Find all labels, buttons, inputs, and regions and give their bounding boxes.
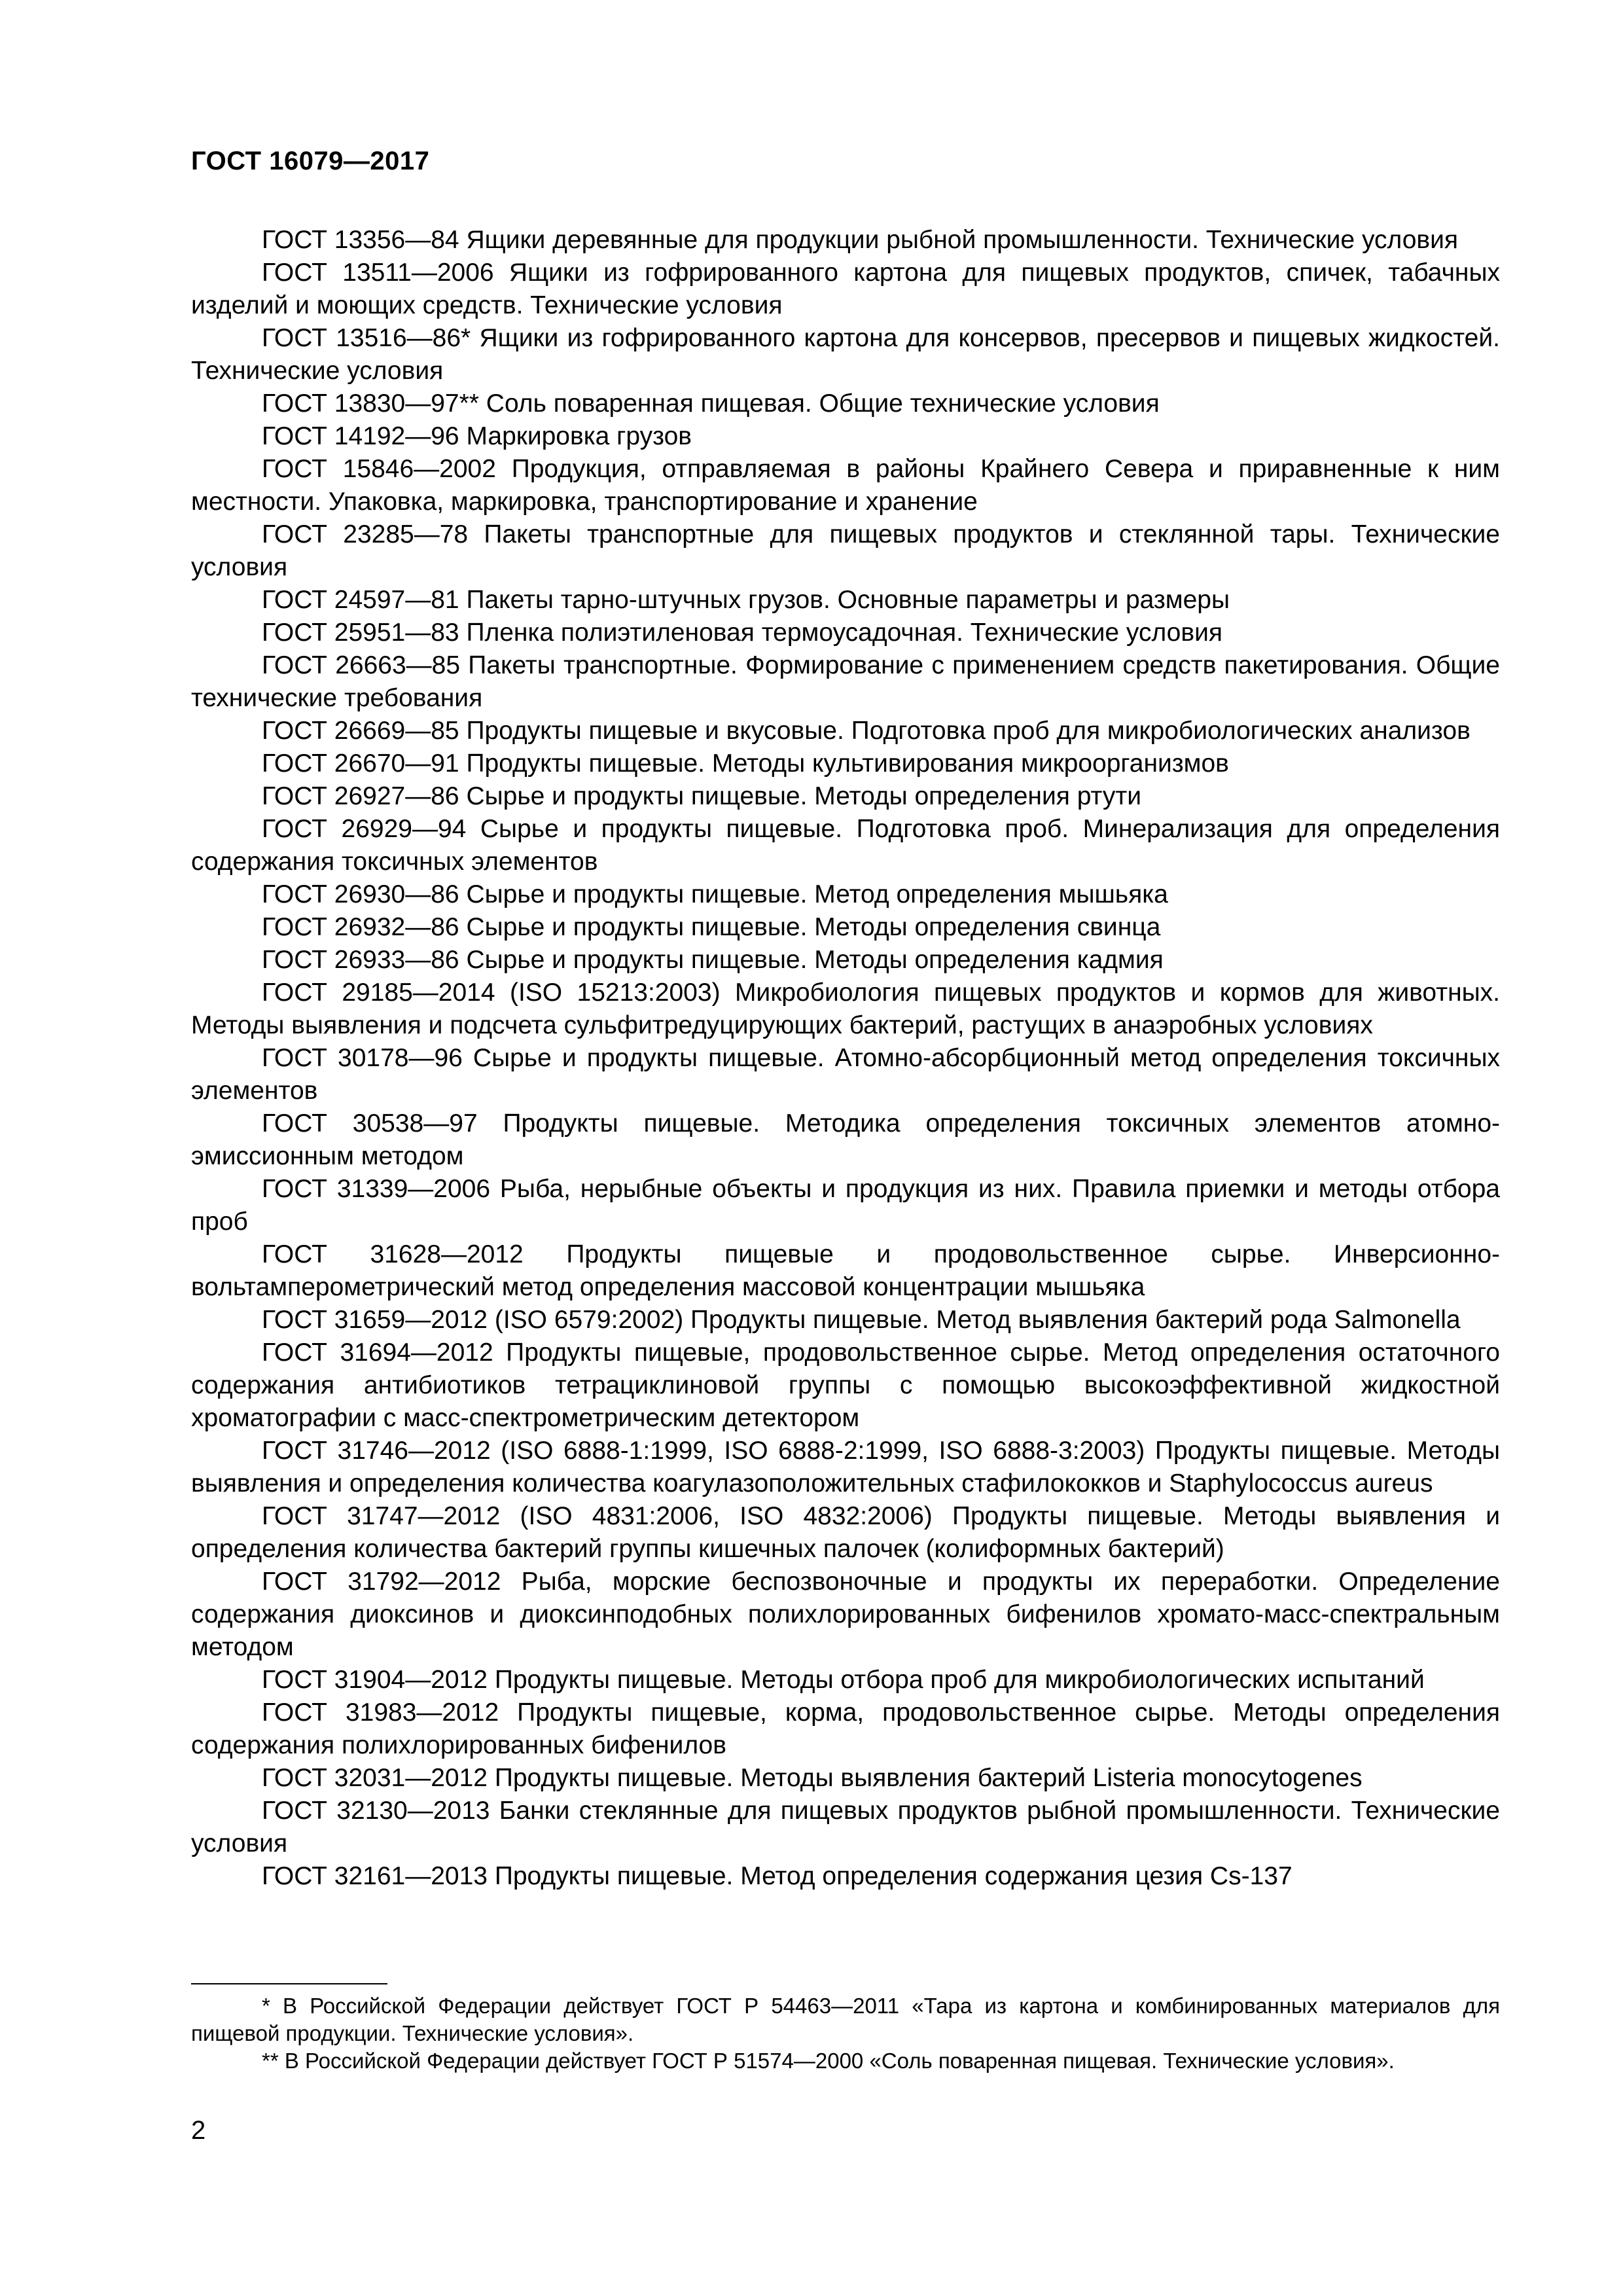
reference-item: ГОСТ 26927—86 Сырье и продукты пищевые. Методы определения ртути: [262, 782, 1141, 810]
reference-item: ГОСТ 26670—91 Продукты пищевые. Методы культивирования микроорганизмов: [262, 749, 1229, 778]
reference-item: ГОСТ 25951—83 Пленка полиэтиленовая термоусадочная. Технические условия: [262, 619, 1222, 647]
reference-item: ГОСТ 13830—97** Соль поваренная пищевая. Общие технические условия: [262, 389, 1160, 418]
reference-item: ГОСТ 23285—78 Пакеты транспортные для пищевых продуктов и стеклянной тары. Технические условия: [191, 520, 1500, 581]
normative-references-list: [191, 224, 1500, 1893]
reference-item: ГОСТ 32031—2012 Продукты пищевые. Методы выявления бактерий Listeria monocytogenes: [262, 1764, 1363, 1792]
footnote-divider: [191, 1983, 387, 1984]
reference-item: ГОСТ 13511—2006 Ящики из гофрированного картона для пищевых продуктов, спичек, табачных изделий и моющих средств. Технические условия: [191, 259, 1500, 319]
reference-item: ГОСТ 32161—2013 Продукты пищевые. Метод определения содержания цезия Cs-137: [262, 1862, 1293, 1890]
reference-item: ГОСТ 31339—2006 Рыба, нерыбные объекты и продукция из них. Правила приемки и методы отбора проб: [191, 1175, 1500, 1236]
footnote-item: ** В Российской Федерации действует ГОСТ Р 51574—2000 «Соль поваренная пищевая. Технические условия».: [262, 2049, 1395, 2073]
document-header: ГОСТ 16079—2017: [191, 147, 430, 175]
reference-item: ГОСТ 26932—86 Сырье и продукты пищевые. Методы определения свинца: [262, 913, 1161, 941]
reference-item: ГОСТ 31746—2012 (ISO 6888-1:1999, ISO 6888-2:1999, ISO 6888-3:2003) Продукты пищевые. Методы выявления и определения количества коагулазоположительных стафилококков и Staphylococcus aureus: [191, 1437, 1500, 1498]
reference-item: ГОСТ 29185—2014 (ISO 15213:2003) Микробиология пищевых продуктов и кормов для животных. Методы выявления и подсчета сульфитредуцирующих бактерий, растущих в анаэробных условиях: [191, 978, 1500, 1039]
reference-item: ГОСТ 31983—2012 Продукты пищевые, корма, продовольственное сырье. Методы определения содержания полихлорированных бифенилов: [191, 1698, 1500, 1759]
reference-item: ГОСТ 31659—2012 (ISO 6579:2002) Продукты пищевые. Метод выявления бактерий рода Salmonella: [262, 1306, 1461, 1334]
reference-item: ГОСТ 31747—2012 (ISO 4831:2006, ISO 4832:2006) Продукты пищевые. Методы выявления и определения количества бактерий группы кишечных палочек (колиформных бактерий): [191, 1502, 1500, 1563]
footnotes: [191, 1992, 1500, 2075]
reference-item: ГОСТ 13516—86* Ящики из гофрированного картона для консервов, пресервов и пищевых жидкостей. Технические условия: [191, 324, 1500, 385]
reference-item: ГОСТ 31628—2012 Продукты пищевые и продовольственное сырье. Инверсионно-вольтамперометрический метод определения массовой концентрации мышьяка: [191, 1240, 1500, 1301]
reference-item: ГОСТ 26929—94 Сырье и продукты пищевые. Подготовка проб. Минерализация для определения содержания токсичных элементов: [191, 815, 1500, 876]
reference-item: ГОСТ 26669—85 Продукты пищевые и вкусовые. Подготовка проб для микробиологических анализов: [262, 717, 1471, 745]
reference-item: ГОСТ 31792—2012 Рыба, морские беспозвоночные и продукты их переработки. Определение содержания диоксинов и диоксинподобных полихлорированных бифенилов хромато-масс-спектральным методом: [191, 1568, 1500, 1661]
reference-item: ГОСТ 30178—96 Сырье и продукты пищевые. Атомно-абсорбционный метод определения токсичных элементов: [191, 1044, 1500, 1105]
reference-item: ГОСТ 26930—86 Сырье и продукты пищевые. Метод определения мышьяка: [262, 880, 1168, 908]
footnote-item: * В Российской Федерации действует ГОСТ Р 54463—2011 «Тара из картона и комбинированных материалов для пищевой продукции. Технические условия».: [191, 1994, 1500, 2045]
reference-item: ГОСТ 24597—81 Пакеты тарно-штучных грузов. Основные параметры и размеры: [262, 586, 1230, 614]
reference-item: ГОСТ 15846—2002 Продукция, отправляемая в районы Крайнего Севера и приравненные к ним местности. Упаковка, маркировка, транспортирование и хранение: [191, 455, 1500, 516]
reference-item: ГОСТ 14192—96 Маркировка грузов: [262, 422, 692, 450]
reference-item: ГОСТ 31694—2012 Продукты пищевые, продовольственное сырье. Метод определения остаточного содержания антибиотиков тетрациклиновой группы с помощью высокоэффективной жидкостной хроматографии с масс-спектрометрическим детектором: [191, 1338, 1500, 1432]
page-number: 2: [191, 2116, 206, 2145]
reference-item: ГОСТ 31904—2012 Продукты пищевые. Методы отбора проб для микробиологических испытаний: [262, 1666, 1425, 1694]
reference-item: ГОСТ 32130—2013 Банки стеклянные для пищевых продуктов рыбной промышленности. Технические условия: [191, 1797, 1500, 1857]
reference-item: ГОСТ 26663—85 Пакеты транспортные. Формирование с применением средств пакетирования. Общие технические требования: [191, 651, 1500, 712]
reference-item: ГОСТ 13356—84 Ящики деревянные для продукции рыбной промышленности. Технические условия: [262, 226, 1459, 254]
reference-item: ГОСТ 30538—97 Продукты пищевые. Методика определения токсичных элементов атомно-эмиссионным методом: [191, 1109, 1500, 1170]
reference-item: ГОСТ 26933—86 Сырье и продукты пищевые. Методы определения кадмия: [262, 946, 1164, 974]
